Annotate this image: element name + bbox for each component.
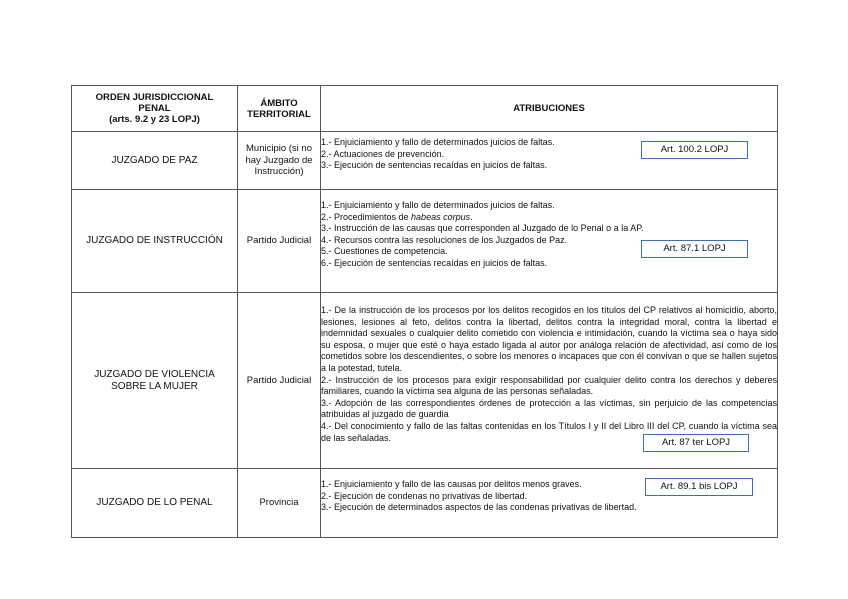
list-item: 1.- Enjuiciamiento y fallo de determinados juicios de faltas. xyxy=(321,137,555,147)
organ-cell: JUZGADO DE VIOLENCIA SOBRE LA MUJER xyxy=(72,293,238,469)
header-ambito-line1: ÁMBITO xyxy=(260,97,298,109)
table-row xyxy=(72,469,778,538)
organ-cell: JUZGADO DE PAZ xyxy=(72,132,238,190)
organ-cell: JUZGADO DE LO PENAL xyxy=(72,469,238,538)
ambito-cell: Partido Judicial xyxy=(238,190,321,293)
list-item: 1.- Enjuiciamiento y fallo de determinados juicios de faltas. xyxy=(321,200,555,210)
ambito-cell: Partido Judicial xyxy=(238,293,321,469)
list-item xyxy=(321,212,777,224)
list-item: 5.- Cuestiones de competencia. xyxy=(321,246,448,257)
header-orden xyxy=(72,86,238,132)
header-ambito xyxy=(238,86,321,132)
header-ambito-line2: TERRITORIAL xyxy=(247,108,311,120)
organ-cell: JUZGADO DE INSTRUCCIÓN xyxy=(72,190,238,293)
list-item: 1.- De la instrucción de los procesos por los delitos recogidos en los títulos del CP relativos al homicidio, aborto, lesiones, lesiones al feto, delitos contra la libertad, delitos contra la integridad moral, contra la libertad e indemnidad sexuales o cualquier delito cometido con violencia e intimidación, cuando la víctima sea o haya sido su esposa, o mujer que esté o haya estado ligada al autor por análoga relación de afectividad, así como de los cometidos sobre los descendientes, o sobre los menores o incapaces que con él convivan o que se hallen sujetos a la potestad, tutela. xyxy=(321,305,777,373)
header-orden-line3: (arts. 9.2 y 23 LOPJ) xyxy=(109,114,200,125)
list-item: 3.- Instrucción de las causas que corresponden al Juzgado de lo Penal o a la AP. xyxy=(321,223,644,234)
list-item: 1.- Enjuiciamiento y fallo de las causas por delitos menos graves. xyxy=(321,479,582,489)
list-item: 3.- Ejecución de determinados aspectos de las condenas privativas de libertad. xyxy=(321,502,637,513)
list-item-italic: habeas corpus xyxy=(411,211,471,222)
header-orden-line2: PENAL xyxy=(138,103,171,114)
list-item: 4.- Del conocimiento y fallo de las faltas contenidas en los Títulos I y II del Libro III del CP, cuando la víctima sea de las señaladas. xyxy=(321,420,777,443)
list-item: 4.- Recursos contra las resoluciones de los Juzgados de Paz. xyxy=(321,234,568,245)
atribuciones-cell xyxy=(321,469,778,538)
jurisdiction-table xyxy=(71,85,778,538)
atribuciones-cell xyxy=(321,293,778,469)
ambito-cell: Provincia xyxy=(238,469,321,538)
header-orden-line1: ORDEN JURISDICCIONAL xyxy=(95,92,214,103)
table-row xyxy=(72,132,778,190)
list-item-text: 2.- Procedimientos de xyxy=(321,211,412,222)
list-item: 2.- Instrucción de los procesos para exigir responsabilidad por cualquier delito contra los derechos y deberes familiares, cuando la víctima sea alguna de las personas señaladas. xyxy=(321,374,777,397)
list-item: 2.- Ejecución de condenas no privativas de libertad. xyxy=(321,490,528,501)
list-item: 6.- Ejecución de sentencias recaídas en juicios de faltas. xyxy=(321,257,548,268)
list-item: 3.- Ejecución de sentencias recaídas en juicios de faltas. xyxy=(321,160,548,171)
header-row xyxy=(72,86,778,132)
ambito-cell: Municipio (si no hay Juzgado de Instrucción) xyxy=(238,132,321,190)
legal-reference-box: Art. 87 ter LOPJ xyxy=(643,434,749,452)
list-item-text: . xyxy=(470,211,473,222)
legal-reference-box: Art. 87.1 LOPJ xyxy=(641,240,748,258)
atribuciones-cell xyxy=(321,190,778,293)
legal-reference-box: Art. 100.2 LOPJ xyxy=(641,141,748,159)
header-atribuciones: ATRIBUCIONES xyxy=(321,86,778,132)
list-item: 3.- Adopción de las correspondientes órdenes de protección a las víctimas, sin perjuicio de las competencias atribuidas al juzgado de guardia xyxy=(321,397,777,420)
legal-reference-box: Art. 89.1 bis LOPJ xyxy=(645,478,753,496)
table-row xyxy=(72,190,778,293)
list-item: 2.- Actuaciones de prevención. xyxy=(321,148,445,159)
atribuciones-cell xyxy=(321,132,778,190)
table-row xyxy=(72,293,778,469)
